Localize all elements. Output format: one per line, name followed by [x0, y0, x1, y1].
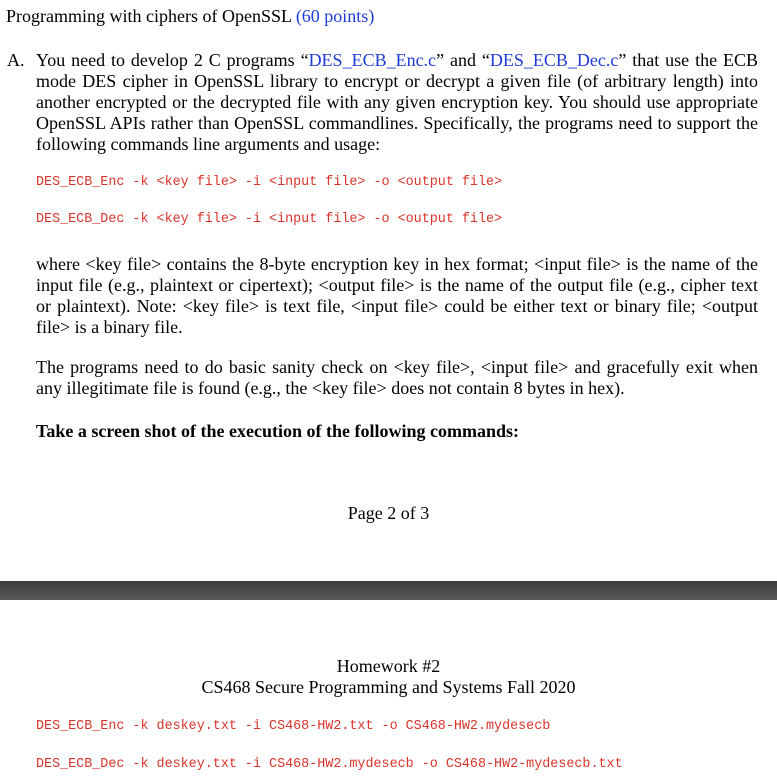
usage-dec-command: DES_ECB_Dec -k <key file> -i <input file> -o <output file>	[36, 212, 503, 227]
file-name-enc: DES_ECB_Enc.c	[308, 50, 437, 70]
page-separator	[0, 581, 777, 600]
section-heading	[6, 6, 374, 27]
homework-header: Homework #2	[336, 656, 441, 676]
intro-text-3: ” that use the ECB mode DES cipher in OpenSSL library to encrypt or decrypt a given file (of arbitrary length) into another encrypted or the decrypted file with any given encryption key. You should use appropriate OpenSSL APIs rather than OpenSSL commandlines. Specifically, the programs need to support the following commands line arguments and usage:	[36, 50, 758, 154]
heading-title: Programming with ciphers of OpenSSL	[6, 6, 292, 26]
command-dec: DES_ECB_Dec -k deskey.txt -i CS468-HW2.mydesecb -o CS468-HW2-mydesecb.txt	[36, 757, 623, 772]
command-enc: DES_ECB_Enc -k deskey.txt -i CS468-HW2.txt -o CS468-HW2.mydesecb	[36, 719, 551, 734]
screenshot-instruction: Take a screen shot of the execution of the following commands:	[36, 421, 519, 441]
intro-text-1: You need to develop 2 C programs “	[36, 50, 309, 70]
file-name-dec: DES_ECB_Dec.c	[489, 50, 619, 70]
where-paragraph: where <key file> contains the 8-byte encryption key in hex format; <input file> is the name of the input file (e.g., plaintext or cipertext); <output file> is the name of the output file (e.g., cipher text or plaintext). Note: <key file> is text file, <input file> could be either text or binary file; <output file> is a binary file.	[36, 254, 758, 337]
course-header: CS468 Secure Programming and Systems Fall 2020	[201, 677, 576, 697]
sanity-paragraph: The programs need to do basic sanity check on <key file>, <input file> and gracefully exit when any illegitimate file is found (e.g., the <key file> does not contain 8 bytes in hex).	[36, 357, 758, 398]
heading-points: (60 points)	[295, 6, 375, 26]
document-page-3	[0, 600, 777, 780]
intro-text-2: ” and “	[436, 50, 490, 70]
page-number: Page 2 of 3	[347, 503, 430, 523]
section-marker: A.	[7, 50, 25, 70]
usage-enc-command: DES_ECB_Enc -k <key file> -i <input file> -o <output file>	[36, 175, 503, 190]
intro-paragraph	[36, 50, 758, 155]
